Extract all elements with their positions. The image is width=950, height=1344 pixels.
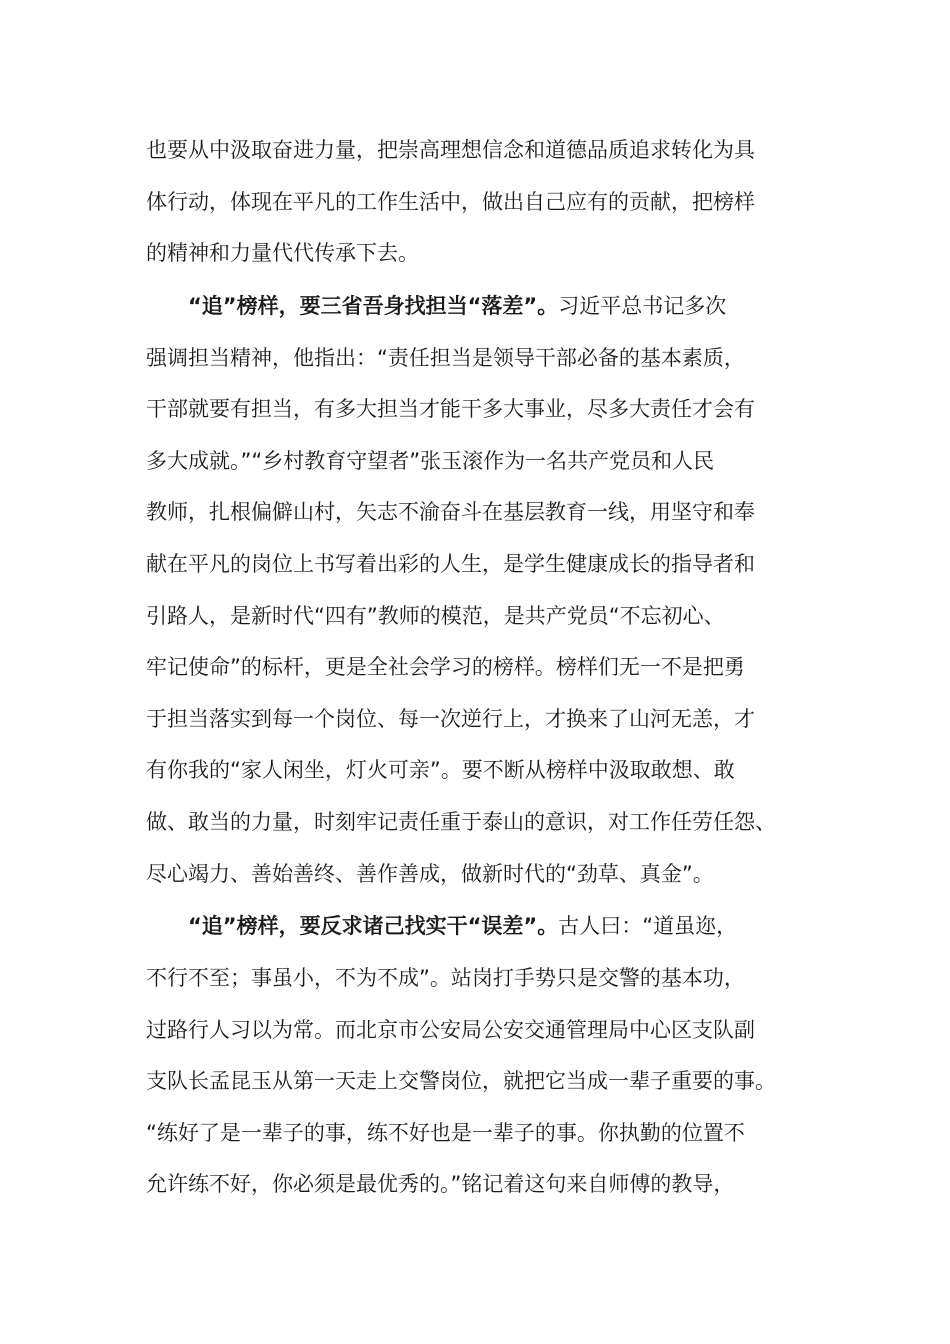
paragraph-first-line xyxy=(188,911,737,941)
text-line: 支队长孟昆玉从第一天走上交警岗位，就把它当成一辈子重要的事。 xyxy=(146,1069,776,1093)
paragraph-first-line-rest: 古人曰：“道虽迩， xyxy=(558,914,738,938)
text-line: 不行不至；事虽小，不为不成”。站岗打手势只是交警的基本功， xyxy=(146,966,745,990)
text-line: 允许练不好，你必须是最优秀的。”铭记着这句来自师傅的教导， xyxy=(146,1172,735,1196)
paragraph-lead-heading: “追”榜样，要三省吾身找担当“落差”。 xyxy=(188,294,559,318)
text-line: 多大成就。”“乡村教育守望者”张玉滚作为一名共产党员和人民 xyxy=(146,449,715,473)
text-line: 的精神和力量代代传承下去。 xyxy=(146,241,419,265)
text-line: “练好了是一辈子的事，练不好也是一辈子的事。你执勤的位置不 xyxy=(146,1121,745,1145)
text-line: 牢记使命”的标杆，更是全社会学习的榜样。榜样们无一不是把勇 xyxy=(146,655,745,679)
text-line: 教师，扎根偏僻山村，矢志不渝奋斗在基层教育一线，用坚守和奉 xyxy=(146,500,755,524)
text-line: 有你我的“家人闲坐，灯火可亲”。要不断从榜样中汲取敢想、敢 xyxy=(146,758,735,782)
text-line: 引路人，是新时代“四有”教师的模范，是共产党员“不忘初心、 xyxy=(146,604,725,628)
text-line: 于担当落实到每一个岗位、每一次逆行上，才换来了山河无恙，才 xyxy=(146,707,755,731)
text-line: 干部就要有担当，有多大担当才能干多大事业，尽多大责任才会有 xyxy=(146,397,755,421)
text-line: 做、敢当的力量，时刻牢记责任重于泰山的意识，对工作任劳任怨、 xyxy=(146,810,776,834)
text-line: 体行动，体现在平凡的工作生活中，做出自己应有的贡献，把榜样 xyxy=(146,190,755,214)
text-line: 献在平凡的岗位上书写着出彩的人生，是学生健康成长的指导者和 xyxy=(146,552,755,576)
text-line: 也要从中汲取奋进力量，把崇高理想信念和道德品质追求转化为具 xyxy=(146,138,755,162)
text-line: 尽心竭力、善始善终、善作善成，做新时代的“劲草、真金”。 xyxy=(146,862,714,886)
paragraph-first-line xyxy=(188,291,726,321)
paragraph-lead-heading: “追”榜样，要反求诸己找实干“误差”。 xyxy=(188,914,559,938)
paragraph-first-line-rest: 习近平总书记多次 xyxy=(558,294,727,318)
text-line: 过路行人习以为常。而北京市公安局公安交通管理局中心区支队副 xyxy=(146,1018,755,1042)
text-line: 强调担当精神，他指出：“责任担当是领导干部必备的基本素质， xyxy=(146,346,745,370)
